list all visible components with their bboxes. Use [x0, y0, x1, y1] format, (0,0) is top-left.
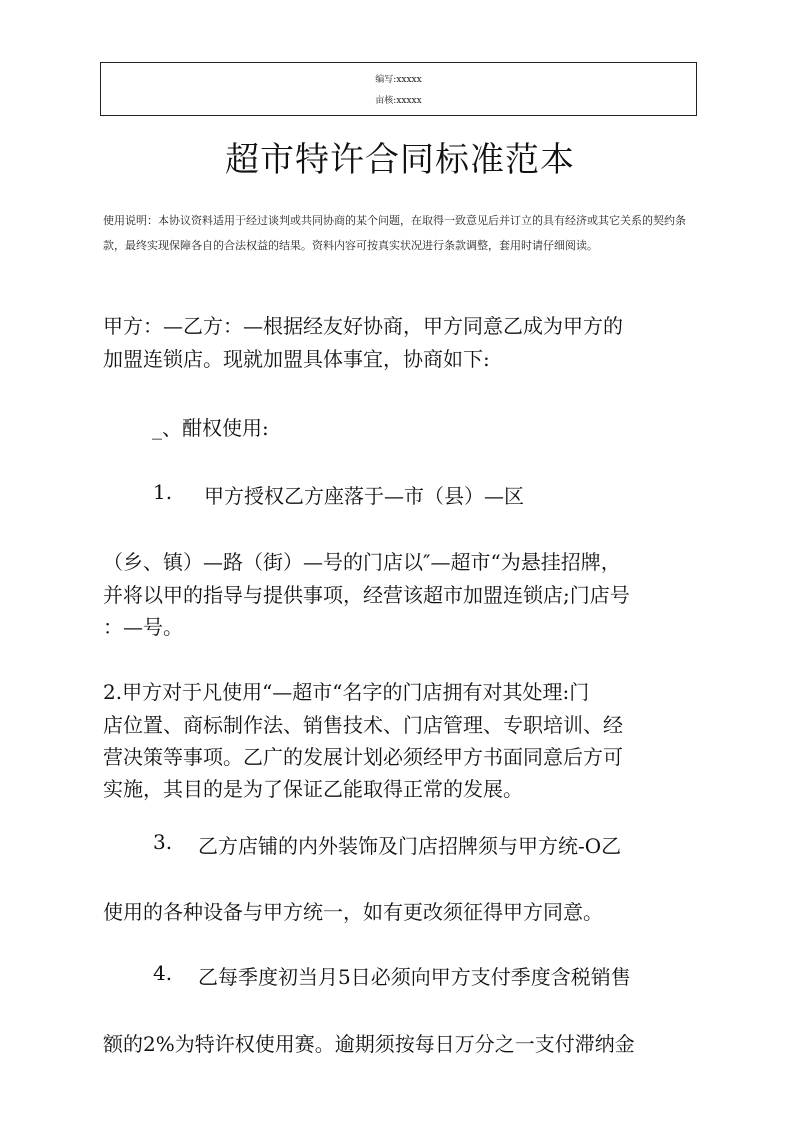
item-3-line-2: 使用的各种设备与甲方统一，如有更改须征得甲方同意。	[103, 900, 603, 924]
item-2-line-2: 店位置、商标制作法、销售技术、门店管理、专职培训、经	[103, 713, 623, 737]
item-1-line-2: （乡、镇）—路（街）—号的门店以″—超市“为悬挂招牌，	[103, 550, 621, 574]
intro-line-1: 甲方：—乙方：—根据经友好协商，甲方同意乙成为甲方的	[103, 314, 623, 338]
item-4-line-1: 乙每季度初当月5日必须向甲方支付季度含税销售	[198, 965, 631, 989]
item-1-line-3: 并将以甲的指导与提供事项，经营该超市加盟连锁店;门店号	[103, 583, 630, 607]
item-4-number: 4.	[153, 961, 173, 985]
item-1-number: 1.	[153, 480, 173, 504]
author-line: 编写:xxxxx	[375, 75, 422, 85]
reviewer-line: 亩核:xxxxx	[375, 96, 422, 106]
item-2-line-4: 实施，其目的是为了保证乙能取得正常的发展。	[103, 777, 523, 801]
item-2-line-1: 2.甲方对于凡使用“—超市“名字的门店拥有对其处理:门	[103, 680, 590, 704]
intro-line-2: 加盟连锁店。现就加盟具体事宜，协商如下:	[103, 347, 490, 371]
item-1-line-1: 甲方授权乙方座落于—市（县）—区	[204, 484, 524, 508]
section-1-heading: _、酣权使用:	[152, 416, 269, 440]
header-info-box	[100, 62, 697, 116]
item-3-number: 3.	[153, 830, 173, 854]
item-1-line-4: ：—号。	[103, 615, 183, 639]
document-title: 超市特许合同标准范本	[225, 140, 575, 180]
item-3-line-1: 乙方店铺的内外装饰及门店招牌须与甲方统-O乙	[198, 834, 622, 858]
item-4-line-2: 额的2%为特许权使用赛。逾期须按每日万分之一支付滞纳金	[103, 1032, 635, 1056]
usage-note: 使用说明：本协议资料适用于经过谈判或共同协商的某个问题，在取得一致意见后并订立的具有经济或其它关系的契约条款，最终实现保障各自的合法权益的结果。资料内容可按真实状况进行条款调整，套用时请仔细阅读。	[103, 214, 686, 252]
item-2-line-3: 营决策等事项。乙广的发展计划必须经甲方书面同意后方可	[103, 745, 623, 769]
